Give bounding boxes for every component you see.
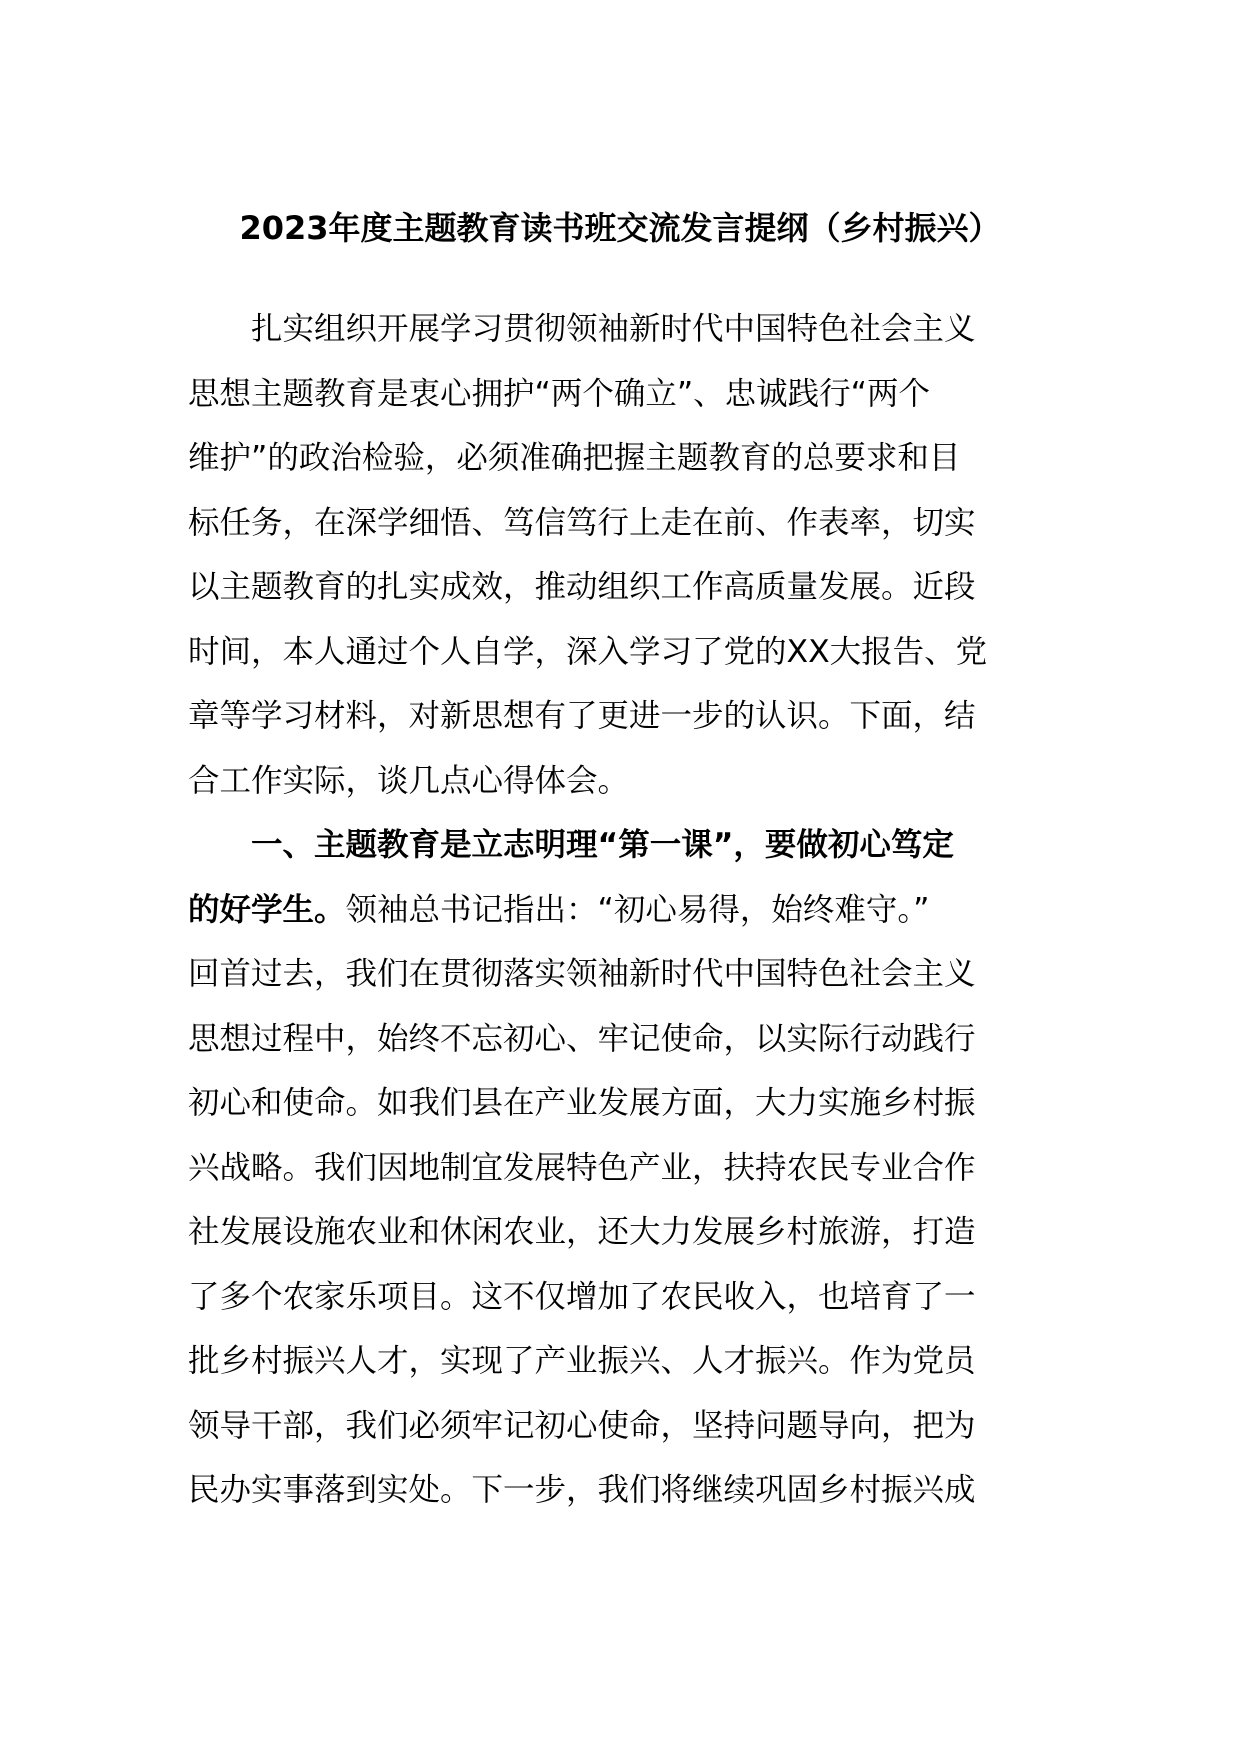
text-line: 社发展设施农业和休闲农业，还大力发展乡村旅游，打造 — [188, 1214, 976, 1250]
text-line — [188, 878, 1058, 943]
text-line: 回首过去，我们在贯彻落实领袖新时代中国特色社会主义 — [188, 956, 976, 992]
text-line: 批乡村振兴人才，实现了产业振兴、人才振兴。作为党员 — [188, 1343, 976, 1379]
text-line: 标任务，在深学细悟、笃信笃行上走在前、作表率，切实 — [188, 504, 976, 541]
text-line: 民办实事落到实处。下一步，我们将继续巩固乡村振兴成 — [188, 1472, 976, 1508]
text-line: 了多个农家乐项目。这不仅增加了农民收入，也培育了一 — [188, 1278, 976, 1315]
text-line: 扎实组织开展学习贯彻领袖新时代中国特色社会主义 — [251, 311, 976, 347]
text-line: 章等学习材料，对新思想有了更进一步的认识。下面，结 — [188, 698, 976, 734]
paragraph-intro — [188, 297, 1058, 813]
text-line: 兴战略。我们因地制宜发展特色产业，扶持农民专业合作 — [188, 1149, 976, 1186]
text-line: 时间，本人通过个人自学，深入学习了党的XX大报告、党 — [188, 633, 988, 670]
section-heading-end: 的好学生。 — [188, 891, 346, 928]
text-line: 维护”的政治检验，必须准确把握主题教育的总要求和目 — [188, 440, 961, 476]
text-line: 初心和使命。如我们县在产业发展方面，大力实施乡村振 — [188, 1085, 976, 1121]
text-line: 合工作实际，谈几点心得体会。 — [188, 762, 630, 799]
text-line: 领导干部，我们必须牢记初心使命，坚持问题导向，把为 — [188, 1407, 976, 1444]
paragraph-section-one — [188, 813, 1058, 1523]
text-line: 以主题教育的扎实成效，推动组织工作高质量发展。近段 — [188, 569, 976, 605]
quote-text: 领袖总书记指出：“初心易得，始终难守。” — [345, 891, 930, 928]
text-line: 思想过程中，始终不忘初心、牢记使命，以实际行动践行 — [188, 1020, 976, 1057]
text-line: 思想主题教育是衷心拥护“两个确立”、忠诚践行“两个 — [188, 375, 930, 412]
document-title: 2023年度主题教育读书班交流发言提纲（乡村振兴） — [239, 209, 1001, 247]
section-heading-line: 一、主题教育是立志明理“第一课”，要做初心笃定 — [251, 827, 954, 863]
